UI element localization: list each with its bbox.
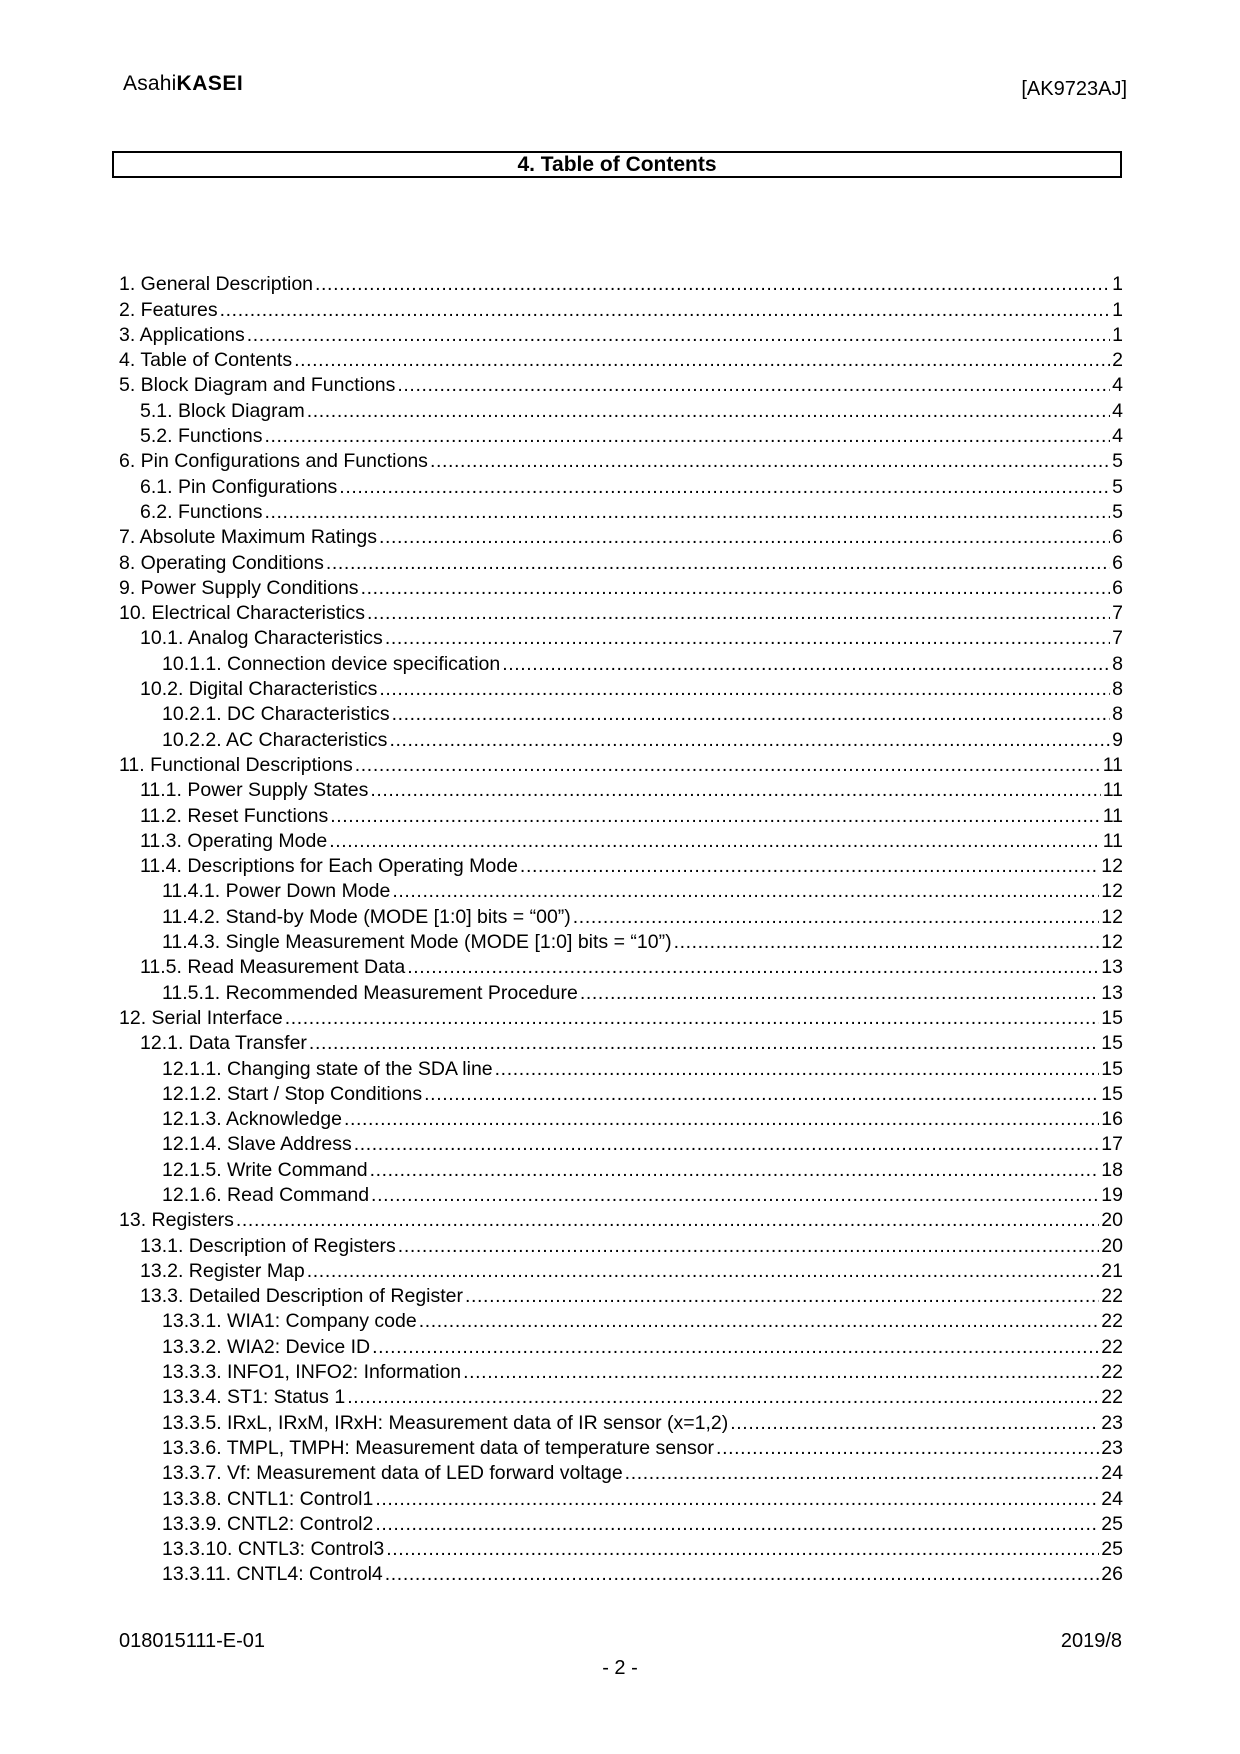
toc-leader-dots [430, 449, 1110, 474]
toc-entry-title: 13.3.7. Vf: Measurement data of LED forward voltage [162, 1462, 623, 1485]
toc-entry[interactable] [119, 323, 1123, 348]
toc-leader-dots [375, 1512, 1099, 1537]
toc-leader-dots [392, 879, 1099, 904]
toc-entry-page: 19 [1101, 1183, 1123, 1206]
toc-leader-dots [580, 981, 1099, 1006]
toc-leader-dots [220, 298, 1111, 323]
toc-entry-page: 6 [1112, 576, 1123, 599]
toc-leader-dots [307, 399, 1110, 424]
toc-entry-page: 11 [1102, 804, 1123, 827]
toc-leader-dots [495, 1057, 1100, 1082]
toc-leader-dots [264, 424, 1110, 449]
toc-entry-page: 11 [1102, 753, 1123, 776]
toc-entry-title: 13.3.9. CNTL2: Control2 [162, 1512, 374, 1535]
toc-entry[interactable] [119, 829, 1123, 854]
toc-entry-page: 15 [1101, 1032, 1123, 1055]
toc-entry[interactable] [119, 702, 1123, 727]
toc-entry-page: 4 [1112, 374, 1123, 397]
logo-kasei: KASEI [176, 72, 244, 95]
toc-entry-page: 5 [1112, 500, 1123, 523]
toc-entry-title: 13.3.2. WIA2: Device ID [162, 1335, 371, 1358]
toc-entry-title: 13.3. Detailed Description of Register [140, 1285, 463, 1308]
toc-entry-page: 17 [1101, 1133, 1123, 1156]
toc-entry-title: 10.2. Digital Characteristics [140, 678, 378, 701]
toc-entry-title: 13.3.3. INFO1, INFO2: Information [162, 1361, 462, 1384]
toc-entry[interactable] [119, 778, 1123, 803]
toc-leader-dots [375, 1487, 1099, 1512]
toc-entry-title: 13.3.4. ST1: Status 1 [162, 1386, 346, 1409]
toc-entry[interactable] [119, 1309, 1123, 1334]
toc-leader-dots [344, 1107, 1099, 1132]
toc-entry-title: 3. Applications [119, 323, 245, 346]
toc-entry-page: 25 [1101, 1512, 1123, 1535]
toc-leader-dots [371, 1183, 1099, 1208]
toc-entry-page: 13 [1101, 981, 1123, 1004]
toc-entry[interactable] [119, 398, 1123, 423]
toc-entry-page: 1 [1112, 298, 1123, 321]
toc-entry-title: 4. Table of Contents [119, 349, 293, 372]
toc-entry-title: 1. General Description [119, 273, 314, 296]
toc-entry-page: 26 [1101, 1563, 1123, 1586]
toc-entry-page: 22 [1101, 1361, 1123, 1384]
toc-entry-title: 13.3.11. CNTL4: Control4 [162, 1563, 383, 1586]
toc-leader-dots [361, 576, 1111, 601]
toc-entry-page: 8 [1112, 652, 1123, 675]
toc-entry-title: 11.4. Descriptions for Each Operating Mode [140, 855, 518, 878]
toc-entry-page: 22 [1101, 1285, 1123, 1308]
toc-entry-page: 12 [1101, 931, 1123, 954]
toc-entry-page: 20 [1101, 1209, 1123, 1232]
toc-entry[interactable] [119, 550, 1123, 575]
toc-leader-dots [367, 601, 1110, 626]
toc-entry-page: 1 [1112, 273, 1123, 296]
toc-entry-title: 11.1. Power Supply States [140, 779, 369, 802]
toc-entry-title: 13.1. Description of Registers [140, 1234, 396, 1257]
toc-leader-dots [370, 778, 1100, 803]
toc-leader-dots [236, 1208, 1099, 1233]
toc-entry-page: 23 [1101, 1411, 1123, 1434]
toc-entry-title: 13. Registers [119, 1209, 234, 1232]
toc-entry[interactable] [119, 449, 1123, 474]
toc-entry-title: 12.1.3. Acknowledge [162, 1108, 342, 1131]
toc-entry-page: 11 [1102, 779, 1123, 802]
toc-entry-title: 10.2.1. DC Characteristics [162, 703, 390, 726]
toc-leader-dots [520, 854, 1099, 879]
toc-entry[interactable] [119, 1537, 1123, 1562]
toc-entry-title: 12.1.4. Slave Address [162, 1133, 352, 1156]
toc-entry-title: 11.4.2. Stand-by Mode (MODE [1:0] bits = “00”) [162, 905, 571, 928]
toc-entry[interactable] [119, 1183, 1123, 1208]
toc-leader-dots [247, 323, 1110, 348]
toc-entry-page: 4 [1112, 425, 1123, 448]
toc-leader-dots [386, 1537, 1099, 1562]
toc-entry[interactable] [119, 373, 1123, 398]
toc-entry-page: 20 [1101, 1234, 1123, 1257]
toc-entry-title: 5.2. Functions [140, 425, 263, 448]
toc-entry-page: 11 [1102, 829, 1123, 852]
toc-entry-title: 6.2. Functions [140, 500, 263, 523]
toc-entry[interactable] [119, 1486, 1123, 1511]
toc-entry-title: 12.1.6. Read Command [162, 1183, 370, 1206]
toc-entry-title: 11.3. Operating Mode [140, 829, 328, 852]
toc-entry-page: 12 [1101, 880, 1123, 903]
toc-entry-page: 15 [1101, 1057, 1123, 1080]
toc-entry[interactable] [119, 525, 1123, 550]
toc-entry[interactable] [119, 854, 1123, 879]
toc-entry[interactable] [119, 1461, 1123, 1486]
toc-entry[interactable] [119, 1233, 1123, 1258]
toc-entry[interactable] [119, 677, 1123, 702]
toc-entry[interactable] [119, 904, 1123, 929]
toc-entry-title: 13.3.6. TMPL, TMPH: Measurement data of temperature sensor [162, 1436, 715, 1459]
toc-leader-dots [329, 829, 1101, 854]
toc-entry-title: 7. Absolute Maximum Ratings [119, 526, 377, 549]
toc-entry[interactable] [119, 1334, 1123, 1359]
toc-leader-dots [419, 1309, 1100, 1334]
toc-leader-dots [379, 677, 1110, 702]
toc-entry-title: 12.1.1. Changing state of the SDA line [162, 1057, 493, 1080]
toc-entry-title: 5. Block Diagram and Functions [119, 374, 396, 397]
toc-entry-page: 23 [1101, 1436, 1123, 1459]
toc-entry-page: 18 [1101, 1158, 1123, 1181]
footer-doc-number: 018015111-E-01 [119, 1630, 266, 1652]
toc-entry-page: 15 [1101, 1082, 1123, 1105]
toc-leader-dots [385, 1562, 1100, 1587]
toc-entry-title: 11. Functional Descriptions [119, 753, 353, 776]
toc-entry[interactable] [119, 1132, 1123, 1157]
toc-leader-dots [347, 1385, 1099, 1410]
toc-entry[interactable] [119, 272, 1123, 297]
toc-entry-page: 16 [1101, 1108, 1123, 1131]
toc-entry-title: 10.1.1. Connection device specification [162, 652, 501, 675]
toc-entry[interactable] [119, 1208, 1123, 1233]
toc-entry[interactable] [119, 348, 1123, 373]
toc-entry[interactable] [119, 424, 1123, 449]
toc-leader-dots [385, 626, 1110, 651]
toc-entry-page: 8 [1112, 703, 1123, 726]
toc-leader-dots [264, 500, 1110, 525]
toc-entry-page: 1 [1112, 323, 1123, 346]
toc-leader-dots [465, 1284, 1099, 1309]
toc-entry-title: 12.1.5. Write Command [162, 1158, 368, 1181]
toc-entry-title: 12.1.2. Start / Stop Conditions [162, 1082, 423, 1105]
toc-entry[interactable] [119, 1562, 1123, 1587]
toc-entry-title: 9. Power Supply Conditions [119, 576, 359, 599]
toc-entry-page: 7 [1112, 627, 1123, 650]
toc-leader-dots [355, 753, 1101, 778]
toc-entry-title: 8. Operating Conditions [119, 551, 324, 574]
toc-entry-title: 11.2. Reset Functions [140, 804, 329, 827]
toc-leader-dots [354, 1132, 1100, 1157]
toc-entry-title: 10. Electrical Characteristics [119, 602, 365, 625]
toc-entry-title: 2. Features [119, 298, 218, 321]
toc-leader-dots [370, 1158, 1100, 1183]
toc-leader-dots [716, 1436, 1099, 1461]
toc-entry[interactable] [119, 1056, 1123, 1081]
toc-entry[interactable] [119, 879, 1123, 904]
toc-entry[interactable] [119, 753, 1123, 778]
toc-entry-page: 13 [1101, 956, 1123, 979]
toc-leader-dots [309, 1031, 1099, 1056]
toc-leader-dots [424, 1082, 1099, 1107]
toc-entry-title: 6. Pin Configurations and Functions [119, 450, 428, 473]
toc-entry-page: 5 [1112, 475, 1123, 498]
toc-entry-page: 12 [1101, 855, 1123, 878]
toc-entry[interactable] [119, 955, 1123, 980]
toc-entry-page: 21 [1101, 1259, 1123, 1282]
toc-entry[interactable] [119, 601, 1123, 626]
toc-entry[interactable] [119, 1031, 1123, 1056]
toc-entry[interactable] [119, 651, 1123, 676]
toc-leader-dots [397, 373, 1110, 398]
toc-entry[interactable] [119, 1284, 1123, 1309]
table-of-contents [119, 272, 1123, 1587]
toc-entry[interactable] [119, 474, 1123, 499]
toc-leader-dots [339, 475, 1110, 500]
toc-entry[interactable] [119, 1385, 1123, 1410]
toc-entry-page: 25 [1101, 1538, 1123, 1561]
toc-entry-page: 24 [1101, 1462, 1123, 1485]
toc-entry[interactable] [119, 1360, 1123, 1385]
toc-entry-title: 5.1. Block Diagram [140, 399, 305, 422]
toc-entry-page: 2 [1112, 349, 1123, 372]
company-logo [123, 72, 243, 96]
toc-entry[interactable] [119, 1006, 1123, 1031]
toc-leader-dots [398, 1234, 1100, 1259]
logo-asahi: Asahi [123, 72, 177, 95]
toc-leader-dots [625, 1461, 1100, 1486]
toc-leader-dots [294, 348, 1110, 373]
footer-page-number: - 2 - [602, 1657, 638, 1679]
toc-entry[interactable] [119, 1157, 1123, 1182]
toc-entry[interactable] [119, 1512, 1123, 1537]
toc-entry-title: 11.5. Read Measurement Data [140, 956, 406, 979]
toc-entry[interactable] [119, 626, 1123, 651]
toc-entry-title: 13.3.1. WIA1: Company code [162, 1310, 417, 1333]
toc-entry[interactable] [119, 500, 1123, 525]
toc-entry[interactable] [119, 803, 1123, 828]
toc-leader-dots [573, 905, 1100, 930]
toc-entry[interactable] [119, 576, 1123, 601]
toc-leader-dots [372, 1335, 1099, 1360]
toc-entry[interactable] [119, 1410, 1123, 1435]
toc-entry[interactable] [119, 930, 1123, 955]
toc-entry-title: 12.1. Data Transfer [140, 1032, 307, 1055]
toc-leader-dots [379, 525, 1110, 550]
document-id: [AK9723AJ] [1021, 78, 1127, 100]
toc-entry-title: 13.3.10. CNTL3: Control3 [162, 1538, 385, 1561]
toc-entry-page: 6 [1112, 526, 1123, 549]
footer-date: 2019/8 [1060, 1630, 1122, 1652]
toc-entry-title: 13.2. Register Map [140, 1259, 305, 1282]
toc-entry-title: 11.4.1. Power Down Mode [162, 880, 391, 903]
toc-leader-dots [285, 1006, 1100, 1031]
toc-entry-page: 22 [1101, 1335, 1123, 1358]
toc-entry-page: 8 [1112, 678, 1123, 701]
toc-leader-dots [326, 551, 1110, 576]
toc-entry[interactable] [119, 1436, 1123, 1461]
toc-entry-title: 10.2.2. AC Characteristics [162, 728, 388, 751]
toc-entry-title: 10.1. Analog Characteristics [140, 627, 383, 650]
toc-leader-dots [392, 702, 1111, 727]
toc-entry-page: 12 [1101, 905, 1123, 928]
toc-entry-page: 9 [1112, 728, 1123, 751]
toc-entry[interactable] [119, 980, 1123, 1005]
toc-entry[interactable] [119, 1259, 1123, 1284]
section-title-text: 4. Table of Contents [517, 152, 717, 176]
toc-entry-title: 6.1. Pin Configurations [140, 475, 338, 498]
toc-entry-page: 22 [1101, 1386, 1123, 1409]
section-title [112, 151, 1122, 178]
toc-entry-page: 24 [1101, 1487, 1123, 1510]
toc-leader-dots [730, 1411, 1099, 1436]
toc-leader-dots [307, 1259, 1100, 1284]
toc-leader-dots [330, 804, 1101, 829]
toc-entry-title: 11.5.1. Recommended Measurement Procedure [162, 981, 578, 1004]
toc-leader-dots [407, 955, 1099, 980]
toc-entry-page: 22 [1101, 1310, 1123, 1333]
toc-leader-dots [463, 1360, 1099, 1385]
toc-entry-page: 5 [1112, 450, 1123, 473]
toc-entry-title: 13.3.5. IRxL, IRxM, IRxH: Measurement data of IR sensor (x=1,2) [162, 1411, 729, 1434]
toc-leader-dots [502, 652, 1110, 677]
toc-entry-page: 6 [1112, 551, 1123, 574]
toc-entry-page: 4 [1112, 399, 1123, 422]
toc-entry[interactable] [119, 297, 1123, 322]
toc-entry-title: 13.3.8. CNTL1: Control1 [162, 1487, 374, 1510]
toc-entry-title: 11.4.3. Single Measurement Mode (MODE [1:0] bits = “10”) [162, 931, 672, 954]
toc-entry[interactable] [119, 1082, 1123, 1107]
toc-entry[interactable] [119, 727, 1123, 752]
toc-entry-title: 12. Serial Interface [119, 1006, 283, 1029]
toc-entry-page: 7 [1112, 602, 1123, 625]
toc-entry-page: 15 [1101, 1006, 1123, 1029]
toc-leader-dots [389, 728, 1110, 753]
toc-entry[interactable] [119, 1107, 1123, 1132]
toc-leader-dots [315, 272, 1110, 297]
toc-leader-dots [674, 930, 1100, 955]
